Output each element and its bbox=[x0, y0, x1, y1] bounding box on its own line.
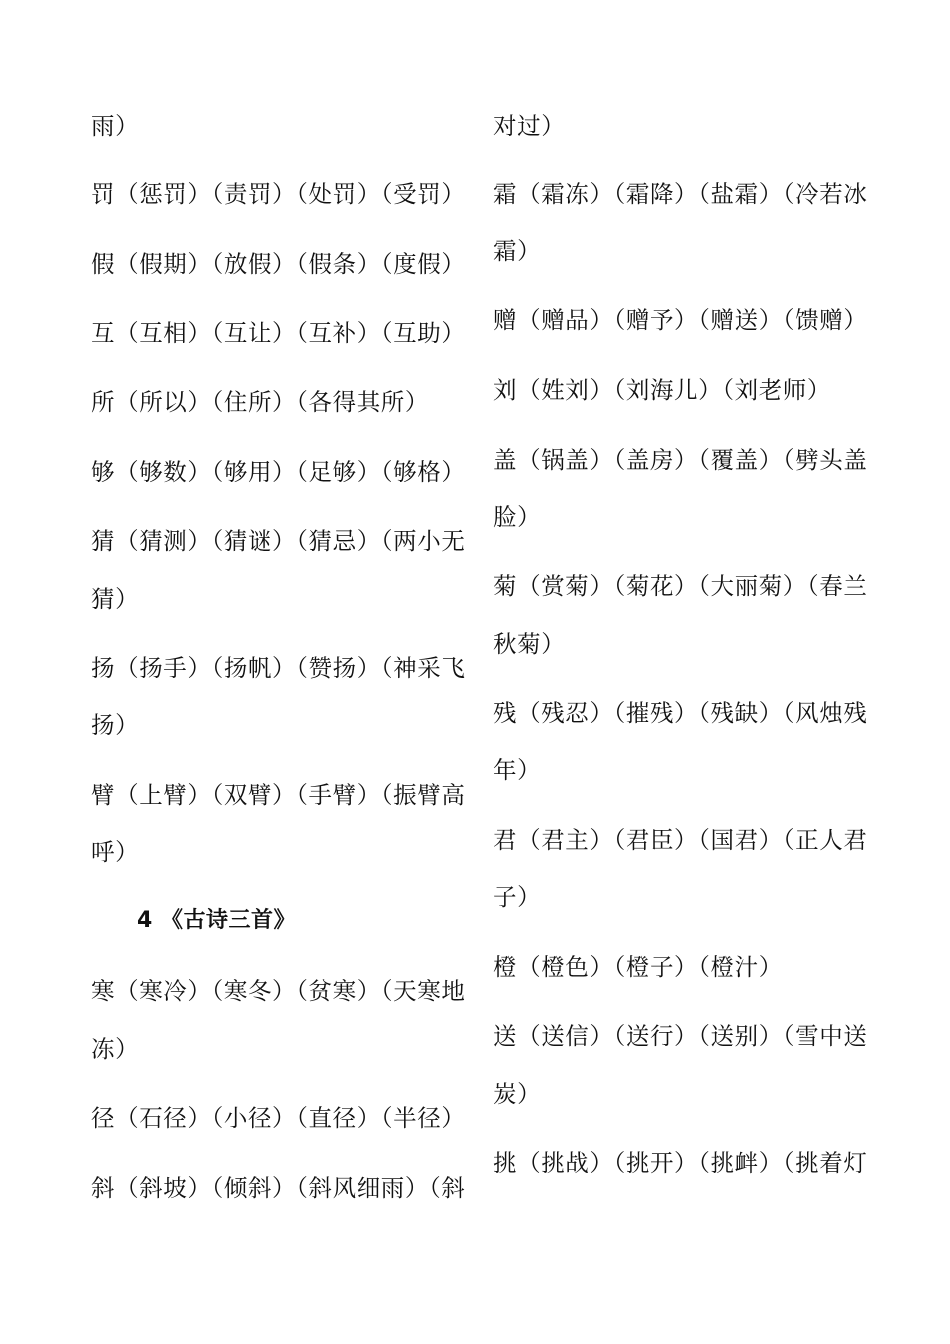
text-line: 炭） bbox=[493, 1080, 542, 1108]
text-line: 径（石径）（小径）（直径）（半径） bbox=[91, 1104, 466, 1132]
text-line: 残（残忍）（摧残）（残缺）（风烛残 bbox=[493, 699, 868, 727]
text-line: 够（够数）（够用）（足够）（够格） bbox=[91, 458, 466, 486]
text-line: 冻） bbox=[91, 1035, 140, 1063]
text-line: 霜） bbox=[493, 237, 542, 265]
text-line: 假（假期）（放假）（假条）（度假） bbox=[91, 250, 466, 278]
text-line: 臂（上臂）（双臂）（手臂）（振臂高 bbox=[91, 781, 466, 809]
text-line: 君（君主）（君臣）（国君）（正人君 bbox=[493, 826, 868, 854]
text-line: 寒（寒冷）（寒冬）（贫寒）（天寒地 bbox=[91, 977, 466, 1005]
text-line: 猜（猜测）（猜谜）（猜忌）（两小无 bbox=[91, 527, 466, 555]
text-line: 对过） bbox=[493, 112, 566, 140]
text-line: 所（所以）（住所）（各得其所） bbox=[91, 388, 429, 416]
text-line: 年） bbox=[493, 756, 542, 784]
text-line: 霜（霜冻）（霜降）（盐霜）（冷若冰 bbox=[493, 180, 868, 208]
section-heading: 4 《古诗三首》 bbox=[137, 908, 296, 933]
text-line: 挑（挑战）（挑开）（挑衅）（挑着灯 bbox=[493, 1149, 868, 1177]
text-line: 赠（赠品）（赠予）（赠送）（馈赠） bbox=[493, 306, 868, 334]
text-line: 呼） bbox=[91, 838, 140, 866]
text-line: 雨） bbox=[91, 112, 140, 140]
text-line: 罚（惩罚）（责罚）（处罚）（受罚） bbox=[91, 180, 466, 208]
text-line: 菊（赏菊）（菊花）（大丽菊）（春兰 bbox=[493, 572, 868, 600]
text-line: 橙（橙色）（橙子）（橙汁） bbox=[493, 953, 783, 981]
text-line: 子） bbox=[493, 883, 542, 911]
text-line: 盖（锅盖）（盖房）（覆盖）（劈头盖 bbox=[493, 446, 868, 474]
text-line: 扬（扬手）（扬帆）（赞扬）（神采飞 bbox=[91, 654, 466, 682]
text-line: 刘（姓刘）（刘海儿）（刘老师） bbox=[493, 376, 831, 404]
text-line: 猜） bbox=[91, 585, 140, 613]
text-line: 互（互相）（互让）（互补）（互助） bbox=[91, 319, 466, 347]
text-line: 送（送信）（送行）（送别）（雪中送 bbox=[493, 1022, 868, 1050]
text-line: 扬） bbox=[91, 711, 140, 739]
text-line: 斜（斜坡）（倾斜）（斜风细雨）（斜 bbox=[91, 1174, 466, 1202]
text-line: 脸） bbox=[493, 503, 542, 531]
text-line: 秋菊） bbox=[493, 630, 566, 658]
